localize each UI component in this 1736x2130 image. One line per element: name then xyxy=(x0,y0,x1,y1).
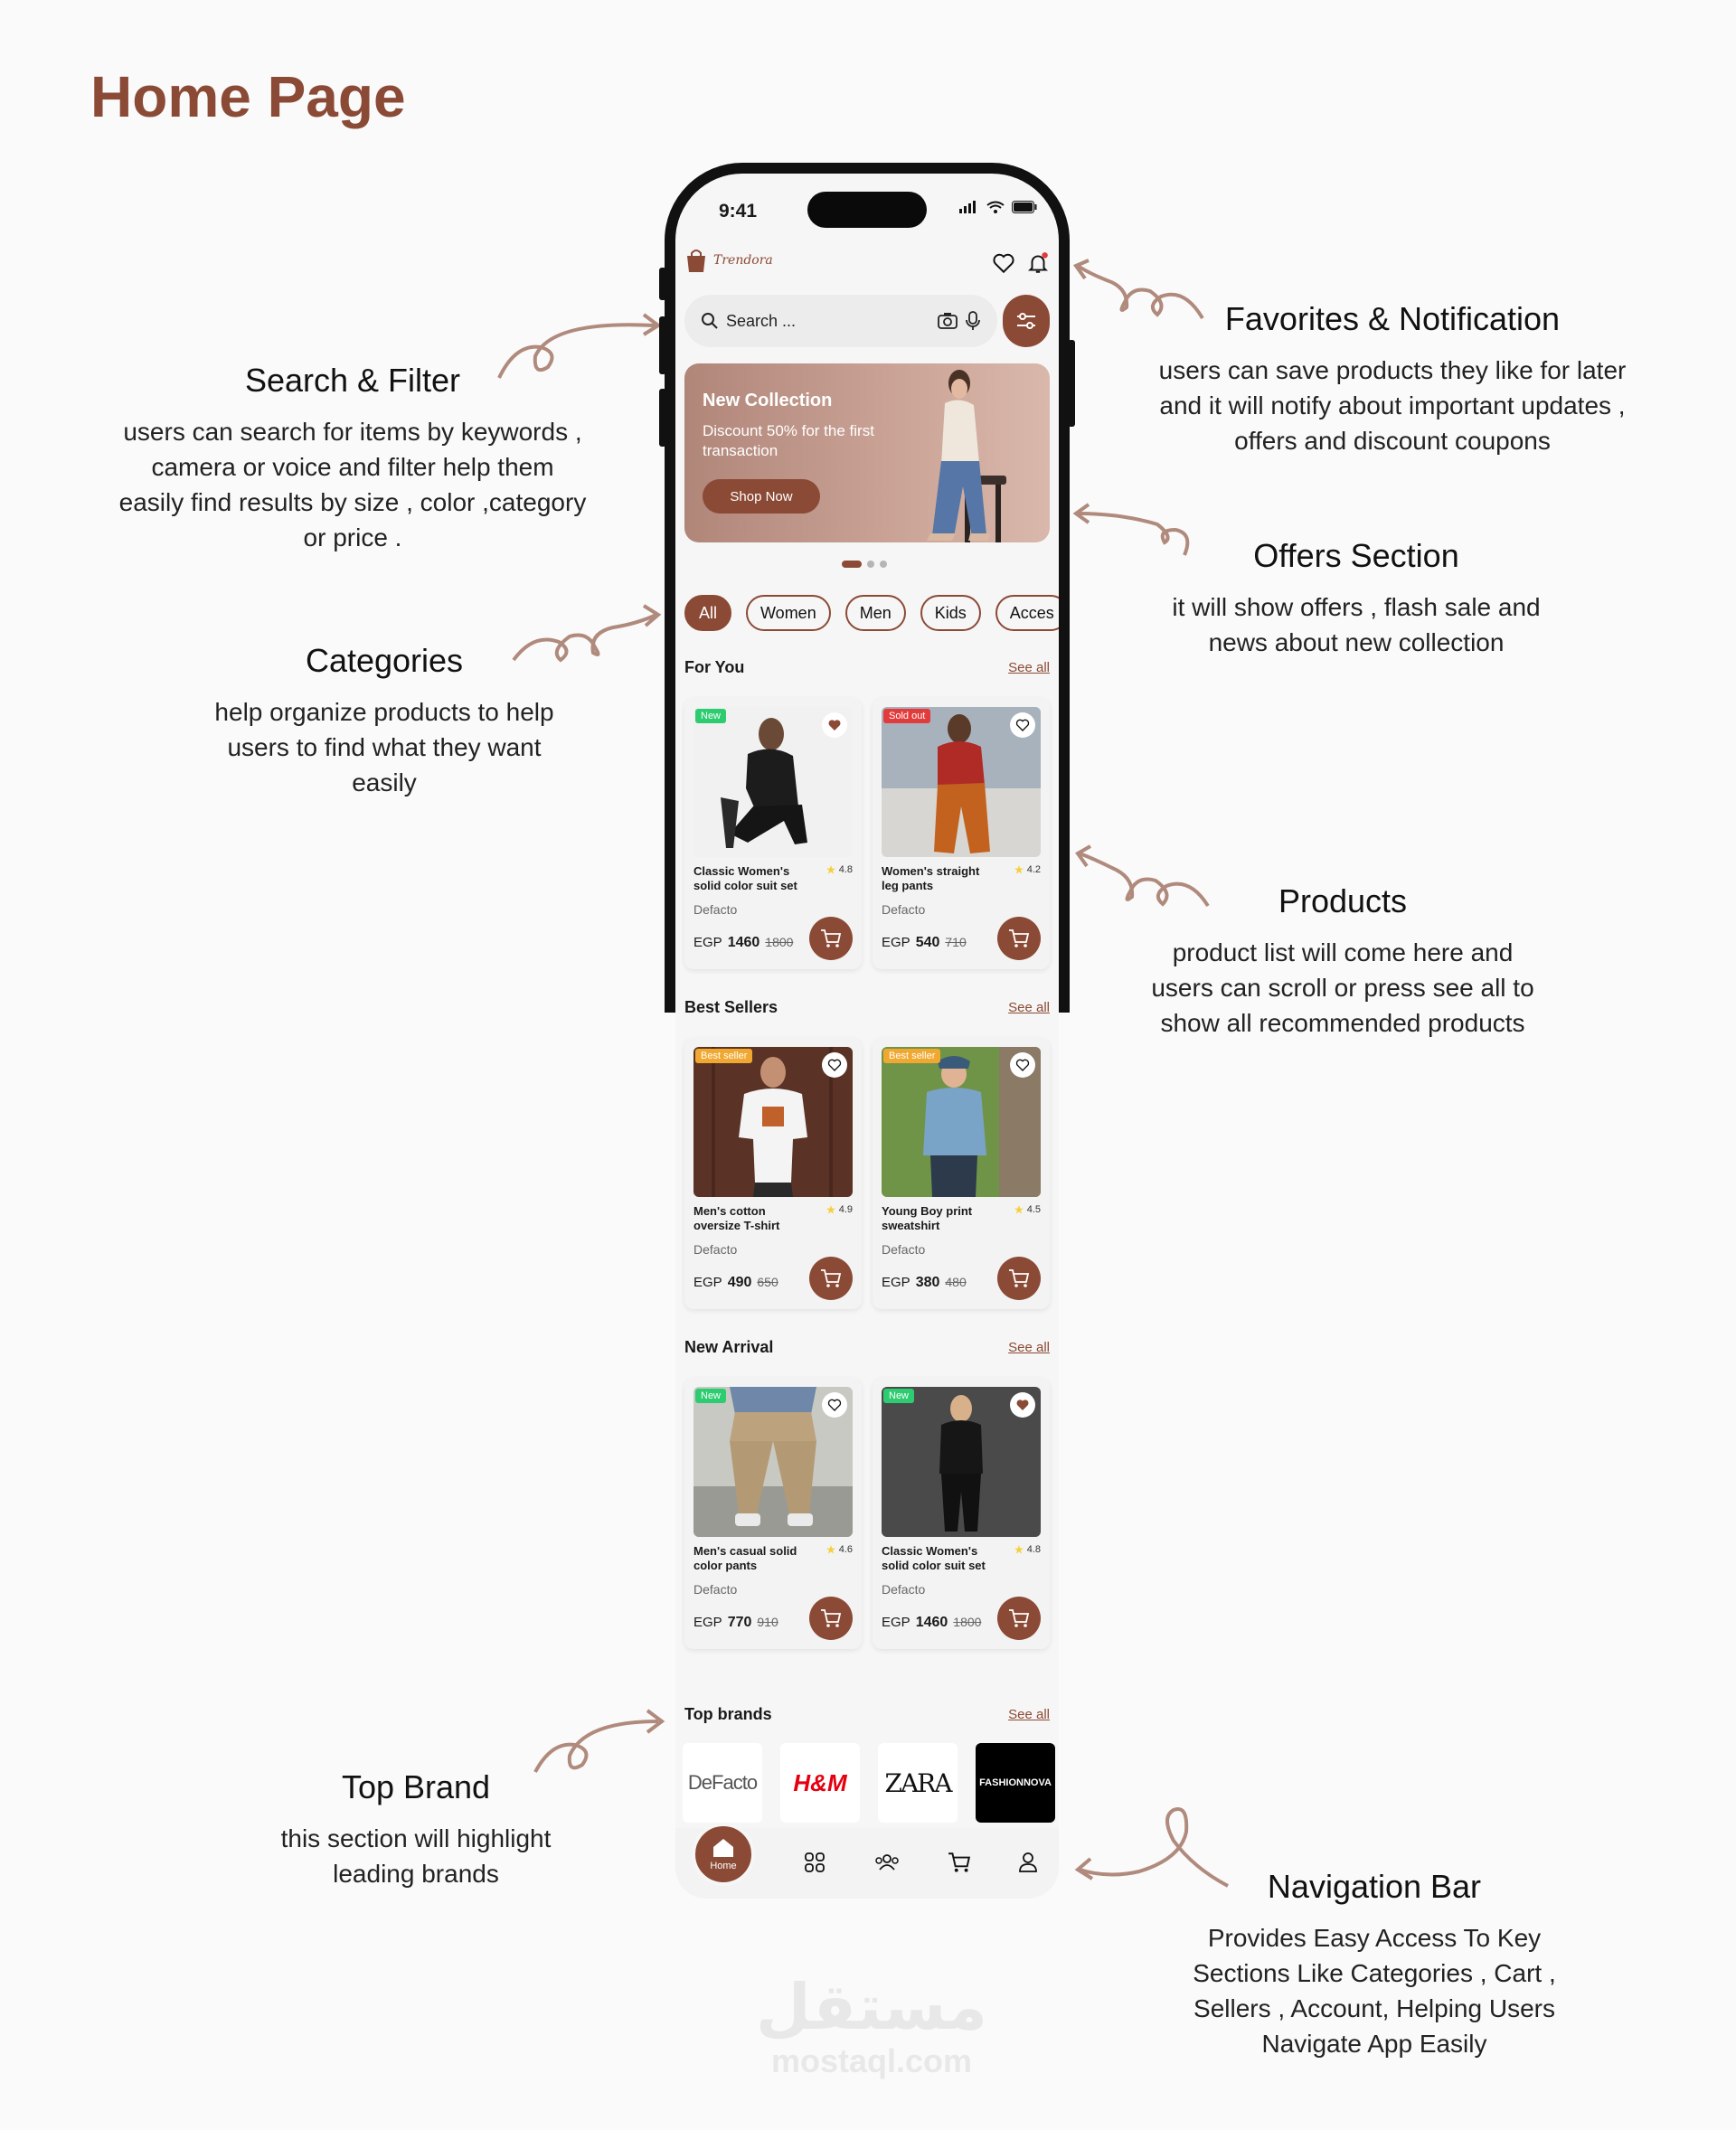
dynamic-island xyxy=(807,192,927,228)
product-name: Classic Women's solid color suit set xyxy=(693,864,797,892)
annotation-description: users can search for items by keywords , camera or voice and filter help them easily find results by size , color ,category or price . xyxy=(118,418,587,551)
currency: EGP xyxy=(693,935,722,950)
product-card[interactable] xyxy=(684,1038,862,1309)
product-price xyxy=(693,1275,778,1291)
cart-icon xyxy=(820,928,842,948)
search-placeholder: Search ... xyxy=(726,311,797,330)
heart-outline-icon xyxy=(1015,718,1030,732)
product-name: Classic Women's solid color suit set xyxy=(882,1544,986,1572)
category-chip-kids[interactable]: Kids xyxy=(920,595,981,631)
add-to-cart-button[interactable] xyxy=(809,1597,853,1640)
category-chip-all[interactable]: All xyxy=(684,595,731,631)
product-badge: New xyxy=(695,709,726,723)
arrow-search-filter xyxy=(488,307,669,389)
product-rating xyxy=(1014,1204,1041,1215)
product-name: Young Boy print sweatshirt xyxy=(882,1204,973,1232)
currency: EGP xyxy=(882,1275,910,1290)
star-icon xyxy=(1014,865,1024,874)
product-image xyxy=(693,1047,853,1197)
price-old: 1800 xyxy=(765,935,794,949)
nav-cart[interactable] xyxy=(945,1848,974,1877)
arrow-categories xyxy=(506,597,669,669)
add-to-cart-button[interactable] xyxy=(809,917,853,960)
watermark-arabic: مستقل xyxy=(756,1970,988,2044)
price-old: 710 xyxy=(945,935,967,949)
add-to-cart-button[interactable] xyxy=(809,1257,853,1300)
rating-value: 4.9 xyxy=(838,1204,853,1215)
arrow-offers xyxy=(1067,497,1212,561)
product-rating xyxy=(826,864,853,875)
product-rating xyxy=(826,1544,853,1555)
annotation-description: this section will highlight leading brands xyxy=(280,1824,552,1888)
users-icon xyxy=(874,1852,900,1873)
header-actions xyxy=(992,251,1050,275)
product-brand: Defacto xyxy=(693,1242,738,1257)
product-badge: New xyxy=(883,1389,914,1403)
arrow-top-brand xyxy=(524,1709,669,1781)
product-name: Women's straight leg pants xyxy=(882,864,980,892)
product-brand: Defacto xyxy=(693,1582,738,1597)
brand-name: DeFacto xyxy=(687,1771,758,1794)
favorite-toggle[interactable] xyxy=(1010,712,1035,738)
nav-categories[interactable] xyxy=(800,1848,829,1877)
brand-fashionnova[interactable] xyxy=(976,1743,1055,1823)
annotation-title: Navigation Bar xyxy=(1267,1868,1482,1905)
arrow-navigation xyxy=(1067,1805,1239,1904)
rating-value: 4.6 xyxy=(838,1544,853,1555)
price-current: 540 xyxy=(915,935,940,950)
brand-name: FASHIONNOVA xyxy=(979,1777,1052,1788)
phone-side-button xyxy=(659,389,666,447)
rating-value: 4.8 xyxy=(838,864,853,875)
carousel-dots xyxy=(842,561,887,568)
for-you-header xyxy=(684,658,1050,680)
annotation-title: Offers Section xyxy=(1253,537,1459,574)
annotation-description: help organize products to help users to find what they want easily xyxy=(214,698,554,796)
cart-icon xyxy=(1008,928,1030,948)
app-header xyxy=(684,244,1050,289)
annotation-title: Favorites & Notification xyxy=(1224,300,1561,337)
new-arrival-header xyxy=(684,1338,1050,1360)
profile-icon xyxy=(1018,1852,1038,1873)
currency: EGP xyxy=(693,1275,722,1290)
product-image xyxy=(882,1047,1041,1197)
see-all-link[interactable]: See all xyxy=(1008,1340,1050,1355)
annotation-description: it will show offers , flash sale and news about new collection xyxy=(1172,593,1541,656)
shop-now-button[interactable]: Shop Now xyxy=(703,479,820,514)
price-current: 1460 xyxy=(915,1615,948,1630)
nav-home-label: Home xyxy=(710,1861,737,1871)
annotation-description: product list will come here and users can scroll or press see all to show all recommended products xyxy=(1151,938,1534,1037)
phone-screen xyxy=(675,174,1059,1899)
price-old: 480 xyxy=(945,1275,967,1289)
shopping-bag-logo-icon xyxy=(684,248,708,273)
price-current: 490 xyxy=(727,1275,752,1290)
nav-account[interactable] xyxy=(1014,1848,1043,1877)
banner-title: New Collection xyxy=(703,391,833,410)
star-icon xyxy=(1014,1545,1024,1554)
heart-outline-icon xyxy=(1015,1058,1030,1072)
cart-icon xyxy=(820,1608,842,1628)
add-to-cart-button[interactable] xyxy=(997,917,1041,960)
brand-name: H&M xyxy=(793,1768,847,1796)
grid-icon xyxy=(804,1852,826,1873)
price-current: 380 xyxy=(915,1275,940,1290)
watermark xyxy=(756,1970,988,2080)
product-rating xyxy=(1014,1544,1041,1555)
product-brand: Defacto xyxy=(882,902,926,917)
heart-outline-icon xyxy=(827,1398,842,1412)
search-row xyxy=(684,295,1050,347)
product-price xyxy=(693,935,793,951)
star-icon xyxy=(1014,1205,1024,1214)
category-chip-men[interactable]: Men xyxy=(845,595,906,631)
product-name: Men's cotton oversize T-shirt xyxy=(693,1204,780,1232)
carousel-dot[interactable] xyxy=(880,561,887,568)
annotation-title: Top Brand xyxy=(341,1768,491,1805)
camera-icon[interactable] xyxy=(938,312,958,330)
product-badge: New xyxy=(695,1389,726,1403)
section-title: New Arrival xyxy=(684,1338,774,1356)
annotation-title: Products xyxy=(1278,882,1408,919)
product-rating xyxy=(1014,864,1041,875)
carousel-dot[interactable] xyxy=(867,561,874,568)
brand-defacto[interactable] xyxy=(683,1743,762,1823)
annotation-description: Provides Easy Access To Key Sections Like Categories , Cart , Sellers , Account, Helping Users Navigate App Easily xyxy=(1193,1924,1556,2058)
currency: EGP xyxy=(882,935,910,950)
home-icon xyxy=(712,1837,735,1859)
carousel-dot-active[interactable] xyxy=(842,561,862,568)
product-image xyxy=(882,707,1041,857)
favorites-heart-icon[interactable] xyxy=(992,251,1015,275)
signal-icon xyxy=(959,201,979,213)
section-title: For You xyxy=(684,658,745,676)
cart-icon xyxy=(948,1852,971,1873)
status-icons xyxy=(959,201,1037,213)
annotation-title: Categories xyxy=(305,642,464,679)
brand-list xyxy=(683,1743,1055,1823)
product-price xyxy=(882,1275,967,1291)
heart-outline-icon xyxy=(827,1058,842,1072)
favorite-toggle[interactable] xyxy=(822,1052,847,1078)
page-title: Home Page xyxy=(90,64,406,129)
filter-sliders-icon xyxy=(1015,311,1037,331)
product-card[interactable] xyxy=(873,1038,1050,1309)
product-card[interactable] xyxy=(684,1378,862,1649)
product-image xyxy=(882,1387,1041,1537)
see-all-link[interactable]: See all xyxy=(1008,660,1050,675)
favorite-toggle[interactable] xyxy=(1010,1392,1035,1418)
annotation-favorites xyxy=(1157,300,1628,458)
product-brand: Defacto xyxy=(693,902,738,917)
product-price xyxy=(882,935,967,951)
price-old: 1800 xyxy=(953,1615,982,1629)
cart-icon xyxy=(1008,1268,1030,1288)
search-icon xyxy=(701,312,719,330)
see-all-link[interactable]: See all xyxy=(1008,1707,1050,1722)
product-image xyxy=(693,707,853,857)
favorite-toggle[interactable] xyxy=(822,712,847,738)
logo-text: Trendora xyxy=(713,253,773,268)
nav-sellers[interactable] xyxy=(873,1848,901,1877)
phone-side-button xyxy=(1068,340,1075,427)
battery-icon xyxy=(1012,201,1037,213)
product-badge: Best seller xyxy=(883,1049,940,1063)
status-time: 9:41 xyxy=(719,201,758,221)
section-title: Best Sellers xyxy=(684,998,778,1016)
banner-subtitle: Discount 50% for the first transaction xyxy=(703,422,874,459)
phone-side-button xyxy=(659,268,666,300)
notification-bell-icon[interactable] xyxy=(1026,251,1050,275)
price-current: 1460 xyxy=(727,935,760,950)
product-brand: Defacto xyxy=(882,1582,926,1597)
product-name: Men's casual solid color pants xyxy=(693,1544,797,1572)
brand-hm[interactable] xyxy=(780,1743,860,1823)
nav-home[interactable] xyxy=(692,1823,755,1886)
add-to-cart-button[interactable] xyxy=(997,1597,1041,1640)
banner-model-image xyxy=(896,363,1032,542)
annotation-top-brand xyxy=(253,1768,579,1891)
bottom-navigation-bar xyxy=(675,1828,1059,1899)
price-old: 910 xyxy=(757,1615,778,1629)
status-bar xyxy=(675,192,1059,228)
search-input[interactable] xyxy=(684,295,997,347)
product-price xyxy=(693,1615,778,1631)
cart-icon xyxy=(820,1268,842,1288)
product-brand: Defacto xyxy=(882,1242,926,1257)
section-title: Top brands xyxy=(684,1705,772,1723)
phone-side-button xyxy=(659,316,666,374)
favorite-toggle[interactable] xyxy=(1010,1052,1035,1078)
category-chips xyxy=(684,595,1059,631)
wifi-icon xyxy=(986,201,1005,213)
see-all-link[interactable]: See all xyxy=(1008,1000,1050,1015)
star-icon xyxy=(826,1545,835,1554)
app-logo[interactable] xyxy=(684,248,773,273)
brand-zara[interactable] xyxy=(878,1743,958,1823)
heart-filled-icon xyxy=(827,718,842,732)
product-card[interactable] xyxy=(873,1378,1050,1649)
offer-banner[interactable] xyxy=(684,363,1050,542)
cart-icon xyxy=(1008,1608,1030,1628)
price-current: 770 xyxy=(727,1615,752,1630)
watermark-latin: mostaql.com xyxy=(770,2042,973,2079)
brand-name: ZARA xyxy=(884,1767,951,1798)
product-card[interactable] xyxy=(684,698,862,969)
annotation-search-filter xyxy=(118,362,588,555)
rating-value: 4.2 xyxy=(1026,864,1041,875)
rating-value: 4.8 xyxy=(1026,1544,1041,1555)
add-to-cart-button[interactable] xyxy=(997,1257,1041,1300)
star-icon xyxy=(826,865,835,874)
heart-filled-icon xyxy=(1015,1398,1030,1412)
price-old: 650 xyxy=(757,1275,778,1289)
product-badge: Sold out xyxy=(883,709,930,723)
arrow-products xyxy=(1067,841,1212,913)
category-chip-accessories[interactable]: Acces xyxy=(995,595,1059,631)
filter-button[interactable] xyxy=(1003,295,1050,347)
product-rating xyxy=(826,1204,853,1215)
currency: EGP xyxy=(693,1615,722,1630)
favorite-toggle[interactable] xyxy=(822,1392,847,1418)
arrow-favorites xyxy=(1067,255,1212,327)
product-card[interactable] xyxy=(873,698,1050,969)
annotation-description: users can save products they like for later and it will notify about important updates , offers and discount coupons xyxy=(1158,356,1627,455)
product-image xyxy=(693,1387,853,1537)
star-icon xyxy=(826,1205,835,1214)
microphone-icon[interactable] xyxy=(965,311,981,331)
annotation-title: Search & Filter xyxy=(244,362,461,399)
rating-value: 4.5 xyxy=(1026,1204,1041,1215)
currency: EGP xyxy=(882,1615,910,1630)
category-chip-women[interactable]: Women xyxy=(746,595,831,631)
product-price xyxy=(882,1615,981,1631)
best-sellers-header xyxy=(684,998,1050,1020)
top-brands-header xyxy=(684,1705,1050,1727)
product-badge: Best seller xyxy=(695,1049,752,1063)
